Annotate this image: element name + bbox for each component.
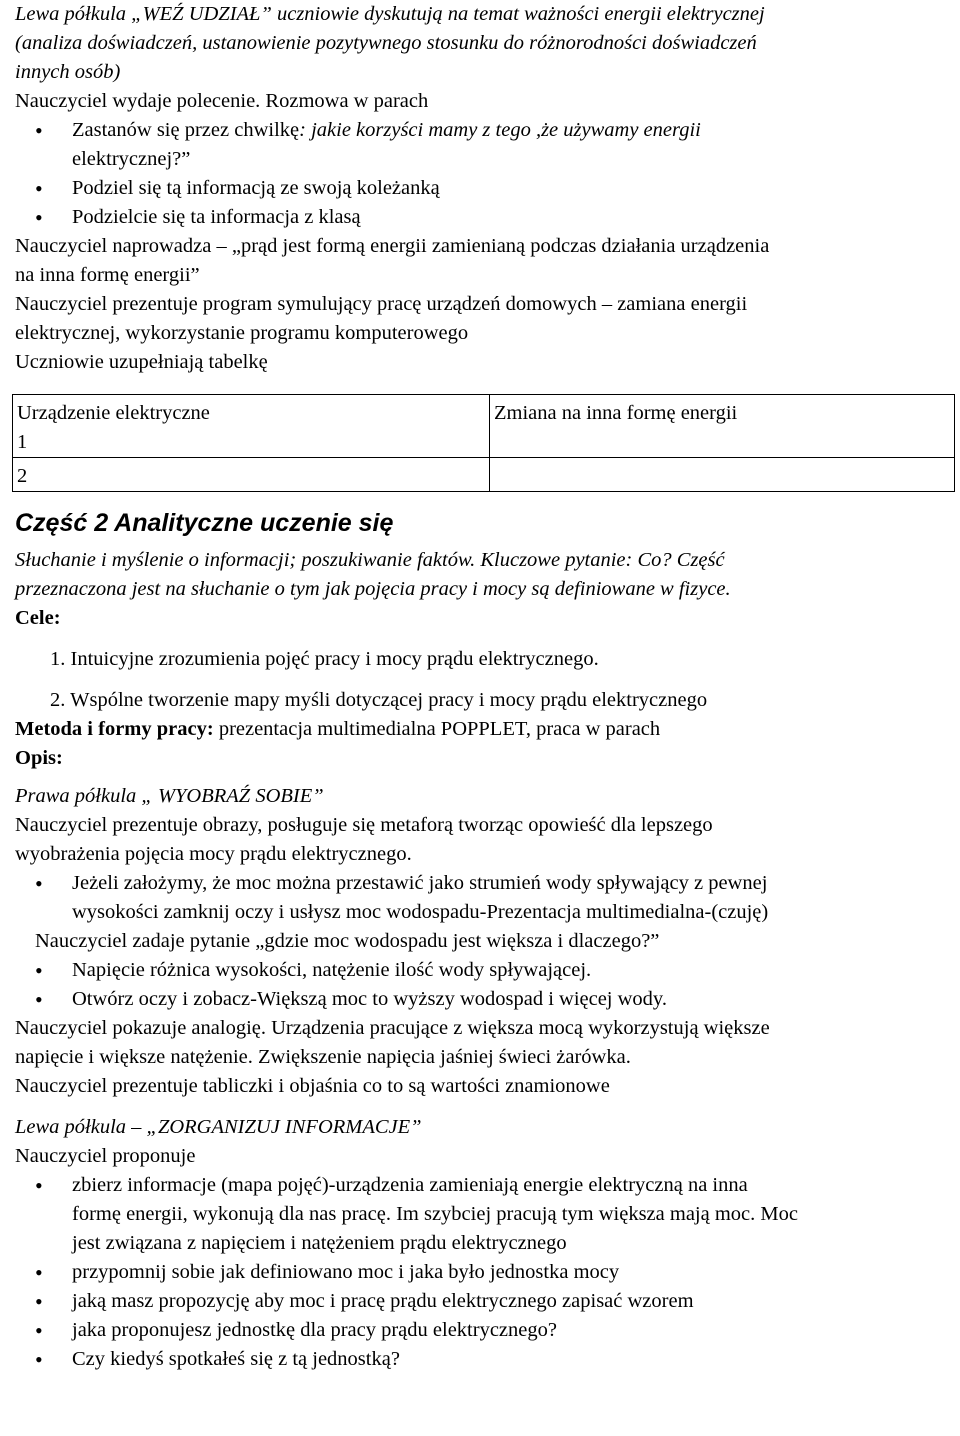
bullet-continuation: wysokości zamknij oczy i usłysz moc wodospadu-Prezentacja multimedialna-(czuję) xyxy=(72,901,769,923)
bullet-item xyxy=(15,116,940,145)
guide-line1: Nauczyciel naprowadza – „prąd jest formą energii zamienianą podczas działania urządzenia xyxy=(15,235,770,257)
table-header-row xyxy=(13,395,955,458)
guide-line2: na inna formę energii” xyxy=(15,264,200,286)
bullet-continuation: jest związana z napięciem i natężeniem prądu elektrycznego xyxy=(72,1232,567,1254)
bullet-continuation: elektrycznej?” xyxy=(72,148,191,170)
goal-item xyxy=(15,645,940,674)
bullet-item: • zbierz informacje (mapa pojęć)-urządzenia zamieniają energie elektryczną na inna xyxy=(15,1171,940,1200)
table-cell xyxy=(13,395,490,458)
bullet-text-italic: : jakie korzyści mamy z tego ,że używamy energii xyxy=(299,119,701,141)
method-label: Metoda i formy pracy: xyxy=(15,718,214,740)
bullet-item: • Napięcie różnica wysokości, natężenie ilość wody spływającej. xyxy=(15,956,940,985)
section3-heading: Prawa półkula „ WYOBRAŹ SOBIE” xyxy=(15,785,324,807)
teacher-task: Nauczyciel wydaje polecenie. Rozmowa w parach xyxy=(15,90,429,112)
plates-line: Nauczyciel prezentuje tabliczki i objaśnia co to są wartości znamionowe xyxy=(15,1075,610,1097)
table-row xyxy=(13,458,955,492)
program-line2: elektrycznej, wykorzystanie programu komputerowego xyxy=(15,322,469,344)
method-text: prezentacja multimedialna POPPLET, praca w parach xyxy=(213,718,661,740)
section4 xyxy=(15,1113,940,1374)
goal-item xyxy=(15,686,940,715)
section3 xyxy=(15,782,940,1101)
bullet-text: Zastanów się przez chwilkę xyxy=(72,119,300,141)
analogy-line2: napięcie i większe natężenie. Zwiększenie napięcia jaśniej świeci żarówka. xyxy=(15,1046,631,1068)
row-number: 2 xyxy=(17,465,28,487)
students-fill: Uczniowie uzupełniają tabelkę xyxy=(15,351,268,373)
bullet-continuation: formę energii, wykonują dla nas pracę. Im szybciej pracują tym większa mają moc. Moc xyxy=(72,1203,798,1225)
section1-heading-line1: Lewa półkula „WEŹ UDZIAŁ” uczniowie dyskutują na temat ważności energii elektrycznej xyxy=(15,3,765,25)
section1 xyxy=(15,0,940,377)
section2-intro-line1: Słuchanie i myślenie o informacji; poszukiwanie faktów. Kluczowe pytanie: Co? Część xyxy=(15,549,725,571)
section4-heading: Lewa półkula – „ZORGANIZUJ INFORMACJE” xyxy=(15,1116,422,1138)
col2-header: Zmiana na inna formę energii xyxy=(494,402,738,424)
section1-heading-line2: (analiza doświadczeń, ustanowienie pozytywnego stosunku do różnorodności doświadczeń xyxy=(15,32,757,54)
bullet-item: • Czy kiedyś spotkałeś się z tą jednostką? xyxy=(15,1345,940,1374)
col1-header: Urządzenie elektryczne xyxy=(17,402,210,424)
bullet-item: • Otwórz oczy i zobacz-Większą moc to wyższy wodospad i więcej wody. xyxy=(15,985,940,1014)
description-label: Opis: xyxy=(15,747,63,769)
bullet-item: • jaka proponujesz jednostkę dla pracy prądu elektrycznego? xyxy=(15,1316,940,1345)
section2 xyxy=(15,546,940,773)
table-cell xyxy=(490,395,955,458)
teacher-proposes: Nauczyciel proponuje xyxy=(15,1145,196,1167)
row-number: 1 xyxy=(17,431,28,453)
goal-text: Intuicyjne zrozumienia pojęć pracy i mocy prądu elektrycznego. xyxy=(70,648,599,670)
bullet-item: • jaką masz propozycję aby moc i pracę prądu elektrycznego zapisać wzorem xyxy=(15,1287,940,1316)
section3-intro-line2: wyobrażenia pojęcia mocy prądu elektrycznego. xyxy=(15,843,412,865)
goal-number: 2. xyxy=(50,689,66,711)
device-energy-table xyxy=(12,394,955,492)
bullet-item: • przypomnij sobie jak definiowano moc i jaka było jednostka mocy xyxy=(15,1258,940,1287)
section3-intro-line1: Nauczyciel prezentuje obrazy, posługuje się metaforą tworząc opowieść dla lepszego xyxy=(15,814,713,836)
program-line1: Nauczyciel prezentuje program symulujący pracę urządzeń domowych – zamiana energii xyxy=(15,293,748,315)
goal-text: Wspólne tworzenie mapy myśli dotyczącej pracy i mocy prądu elektrycznego xyxy=(70,689,708,711)
table-cell xyxy=(13,458,490,492)
section2-title: Część 2 Analityczne uczenie się xyxy=(15,509,394,537)
goals-label: Cele: xyxy=(15,607,61,629)
analogy-line1: Nauczyciel pokazuje analogię. Urządzenia pracujące z większa mocą wykorzystują większe xyxy=(15,1017,770,1039)
bullet-item: • Podziel się tą informacją ze swoją koleżanką xyxy=(15,174,940,203)
goal-number: 1. xyxy=(50,648,66,670)
section2-intro-line2: przeznaczona jest na słuchanie o tym jak pojęcia pracy i mocy są definiowane w fizyce. xyxy=(15,578,731,600)
section1-heading-line3: innych osób) xyxy=(15,61,121,83)
table-cell xyxy=(490,458,955,492)
bullet-item: • Podzielcie się ta informacja z klasą xyxy=(15,203,940,232)
teacher-question: Nauczyciel zadaje pytanie „gdzie moc wodospadu jest większa i dlaczego?” xyxy=(35,930,660,952)
method-line xyxy=(15,715,940,744)
bullet-item: • Jeżeli założymy, że moc można przestawić jako strumień wody spływający z pewnej xyxy=(15,869,940,898)
